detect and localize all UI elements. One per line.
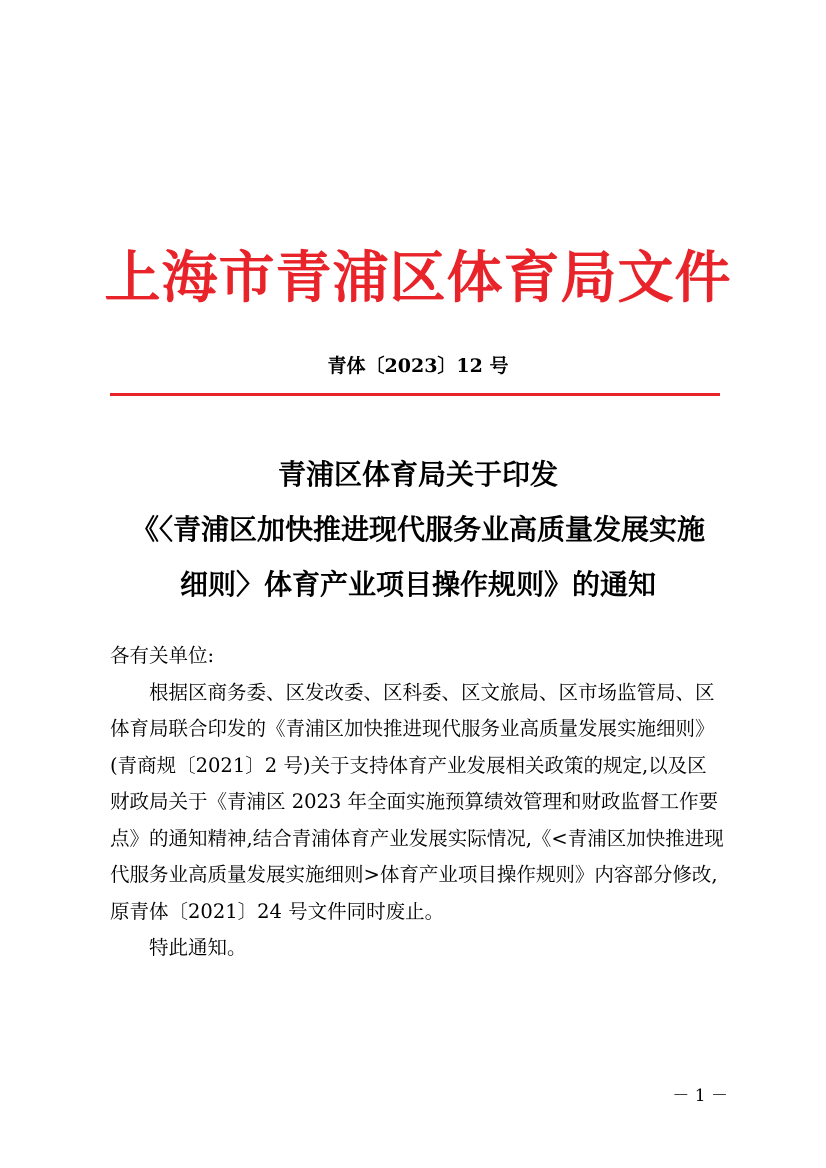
body-paragraph: 根据区商务委、区发改委、区科委、区文旅局、区市场监管局、区体育局联合印发的《青浦区加快推进现代服务业高质量发展实施细则》(青商规〔2021〕2 号)关于支持体育产业发展相关政策的规定,以及区财政局关于《青浦区 2023 年全面实施预算绩效管理和财政监督工作要点》的通知精神,结合青浦体育产业发展实际情况,《<青浦区加快推进现代服务业高质量发展实施细则>体育产业项目操作规则》内容部分修改,原青体〔2021〕24 号文件同时废止。 [110,680,724,923]
notice-title-line-2: 《〈青浦区加快推进现代服务业高质量发展实施 [130,513,705,546]
notice-body [110,638,724,967]
agency-header-title: 上海市青浦区体育局文件 [104,245,732,311]
notice-title-line-3: 细则〉体育产业项目操作规则》的通知 [179,568,656,601]
salutation: 各有关单位: [110,644,215,667]
notice-title-line-1: 青浦区体育局关于印发 [277,458,558,491]
document-number: 青体〔2023〕12 号 [327,355,509,377]
page-number: － 1 － [672,1086,728,1106]
closing-line: 特此通知。 [149,936,247,959]
red-divider-line [110,393,720,396]
notice-title [90,447,746,612]
